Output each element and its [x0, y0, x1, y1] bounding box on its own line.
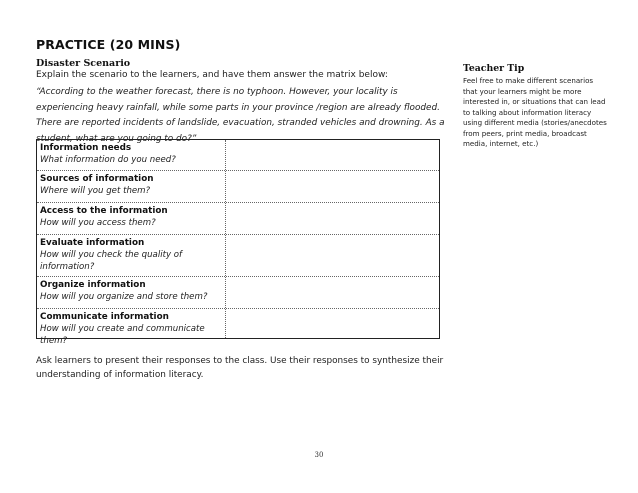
matrix-row-information-needs — [37, 140, 439, 170]
closing-instruction: Ask learners to present their responses to the class. Use their responses to synthesize their understanding of information literacy. — [36, 356, 444, 380]
scenario-quote: “According to the weather forecast, there is no typhoon. However, your locality is experiencing heavy rainfall, while some parts in your province /region are already flooded. There are reported incidents of landslide, evacuation, stranded vehicles and drowning. As a student, what are you going to do?” — [36, 87, 445, 144]
matrix-row-question: How will you create and communicate them? — [40, 324, 205, 346]
matrix-row-question: How will you access them? — [40, 218, 156, 228]
matrix-answer-cell[interactable] — [227, 277, 437, 308]
page-number: 30 — [314, 451, 324, 459]
matrix-answer-cell[interactable] — [227, 171, 437, 202]
matrix-row-evaluate — [37, 234, 439, 276]
matrix-row-title: Organize information — [40, 280, 146, 290]
matrix-row-title: Communicate information — [40, 312, 169, 322]
matrix-row-question: What information do you need? — [40, 155, 176, 165]
matrix-row-question: How will you organize and store them? — [40, 292, 208, 302]
instruction-text: Explain the scenario to the learners, and have them answer the matrix below: — [36, 70, 388, 80]
matrix-row-title: Sources of information — [40, 174, 154, 184]
matrix-row-question: Where will you get them? — [40, 186, 151, 196]
teacher-tip-body: Feel free to make different scenarios that your learners might be more interested in, or situations that can lead to talking about information literacy using different media (stories/anecdotes from peers, print media, broadcast media, internet, etc.) — [463, 76, 607, 148]
matrix-answer-cell[interactable] — [227, 203, 437, 234]
teacher-tip — [463, 63, 608, 150]
scenario-heading: Disaster Scenario — [36, 58, 131, 69]
matrix-row-access — [37, 202, 439, 234]
teacher-tip-heading: Teacher Tip — [463, 63, 525, 74]
matrix-row-organize — [37, 276, 439, 308]
matrix-row-sources — [37, 170, 439, 202]
matrix-row-title: Evaluate information — [40, 238, 145, 248]
matrix-answer-cell[interactable] — [227, 309, 437, 338]
matrix-row-communicate — [37, 308, 439, 346]
matrix-row-question: How will you check the quality of information? — [40, 250, 183, 272]
matrix-answer-cell[interactable] — [227, 140, 437, 170]
answer-matrix — [36, 139, 440, 346]
matrix-row-title: Information needs — [40, 143, 132, 153]
matrix-row-title: Access to the information — [40, 206, 168, 216]
matrix-answer-cell[interactable] — [227, 235, 437, 276]
section-title: PRACTICE (20 MINS) — [36, 37, 181, 52]
